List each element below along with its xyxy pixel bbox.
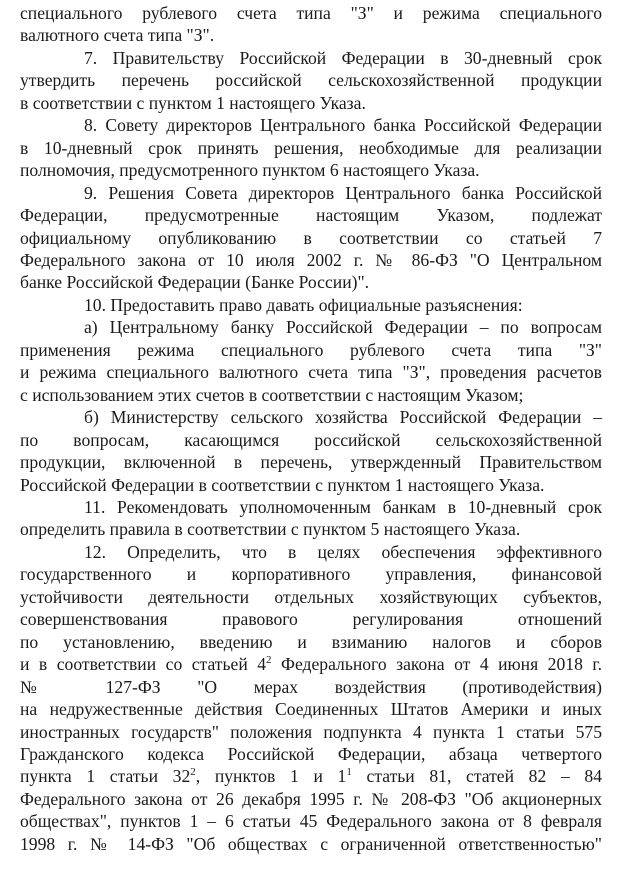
text-line-16: применения режима специального рублевого счета типа "З" [20,339,602,360]
text-line-14: 10. Предоставить право давать официальные разъяснения: [84,294,523,315]
text-line-2: валютного счета типа "З". [20,25,215,46]
text-line-35: пункта 1 статьи $32^2$, пунктов 1 и $1^1$ статьи 81, статей 82 – 84 [20,766,602,787]
text-line-18: с использованием этих счетов в соответствии с настоящим Указом; [20,384,524,405]
text-line-32: на недружественные действия Соединенных Штатов Америки и иных [20,699,602,720]
text-line-26: государственного и корпоративного управления, финансовой [20,564,602,585]
text-line-7: в 10-дневный срок принять решения, необходимые для реализации [20,137,602,158]
text-line-25: 12. Определить, что в целях обеспечения эффективного [84,541,602,562]
text-line-19: б) Министерству сельского хозяйства Российской Федерации – [84,407,602,428]
text-line-8: полномочия, предусмотренного пунктом 6 настоящего Указа. [20,160,480,181]
text-line-6: 8. Совету директоров Центрального банка Российской Федерации [84,115,602,136]
text-line-24: определить правила в соответствии с пунктом 5 настоящего Указа. [20,519,521,540]
document-body [20,2,602,653]
text-line-13: банке Российской Федерации (Банке России)". [20,272,370,293]
text-line-37: обществах", пунктов 1 – 6 статьи 45 Федерального закона от 8 февраля [20,811,602,832]
text-line-34: Гражданского кодекса Российской Федерации, абзаца четвертого [20,743,602,764]
text-line-22: Российской Федерации в соответствии с пунктом 1 настоящего Указа. [20,474,545,495]
text-line-28: совершенствования правового регулирования отношений [20,609,602,630]
text-line-3: 7. Правительству Российской Федерации в 30-дневный срок [84,47,602,68]
text-line-27: устойчивости деятельности отдельных хозяйствующих субъектов, [20,586,602,607]
text-line-38: 1998 г. № 14-ФЗ "Об обществах с ограниченной ответственностью" [20,833,602,854]
text-line-36: Федерального закона от 26 декабря 1995 г. № 208-ФЗ "Об акционерных [20,788,602,809]
text-line-15: а) Центральному банку Российской Федерации – по вопросам [84,317,602,338]
text-line-33: иностранных государств" положения подпункта 4 пункта 1 статьи 575 [20,721,602,742]
text-line-5: в соответствии с пунктом 1 настоящего Указа. [20,92,366,113]
text-line-23: 11. Рекомендовать уполномоченным банкам в 10-дневный срок [84,496,602,517]
text-line-1: специального рублевого счета типа "З" и режима специального [20,3,602,23]
text-line-29: по установлению, введению и взиманию налогов и сборов [20,631,602,652]
text-line-20: по вопросам, касающимся российской сельскохозяйственной [20,429,602,450]
text-line-4: утвердить перечень российской сельскохозяйственной продукции [20,70,602,91]
text-line-31: № 127-ФЗ "О мерах воздействия (противодействия) [20,676,602,697]
text-line-10: Федерации, предусмотренные настоящим Указом, подлежат [20,205,602,226]
text-line-17: и режима специального валютного счета типа "З", проведения расчетов [20,362,602,383]
text-line-11: официальному опубликованию в соответствии со статьей 7 [20,227,602,248]
text-line-21: продукции, включенной в перечень, утвержденный Правительством [20,452,602,473]
text-line-9: 9. Решения Совета директоров Центрального банка Российской [84,182,602,203]
text-line-30: и в соответствии со статьей $4^2$ Федерального закона от 4 июня 2018 г. [20,654,602,675]
text-line-12: Федерального закона от 10 июля 2002 г. № 86-ФЗ "О Центральном [20,249,602,270]
